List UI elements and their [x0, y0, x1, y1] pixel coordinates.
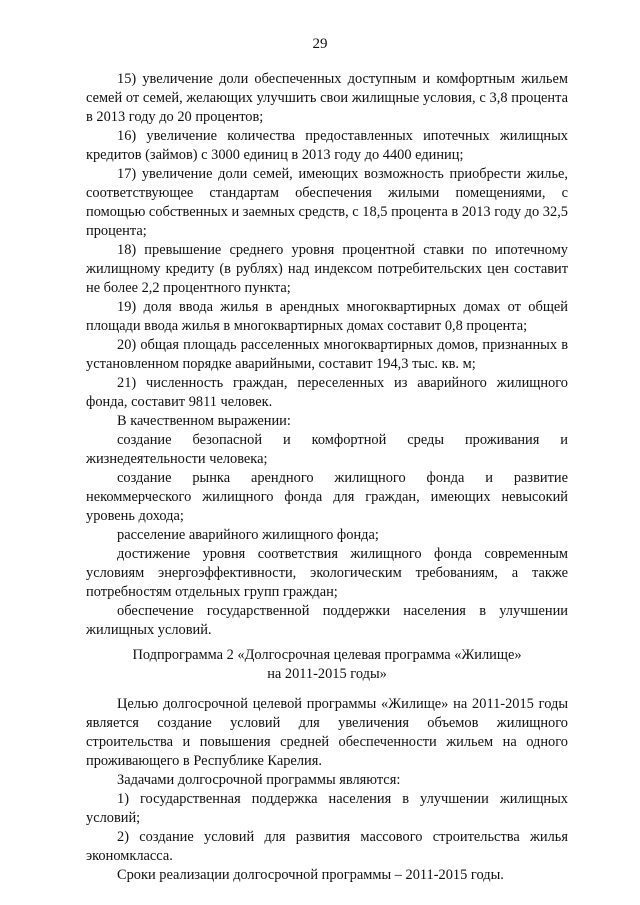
paragraph: 17) увеличение доли семей, имеющих возможность приобрести жилье, соответствующее стандартам обеспечения жилыми помещениями, с помощью собственных и заемных средств, с 18,5 процента в 2013 году до 32,5 процента; [86, 166, 568, 239]
paragraph: Целью долгосрочной целевой программы «Жилище» на 2011-2015 годы является создание условий для увеличения объемов жилищного строительства и повышения средней обеспеченности жильем на одного проживающего в Республике Карелия. [86, 696, 568, 769]
paragraph: создание безопасной и комфортной среды проживания и жизнедеятельности человека; [86, 432, 568, 467]
paragraph: В качественном выражении: [117, 413, 291, 429]
paragraph: достижение уровня соответствия жилищного фонда современным условиям энергоэффективности, экологическим требованиям, а также потребностям отдельных групп граждан; [86, 546, 568, 600]
section-heading [86, 646, 568, 684]
document-body [86, 70, 568, 885]
paragraph: 2) создание условий для развития массового строительства жилья экономкласса. [86, 829, 568, 864]
section-heading-line-1: Подпрограмма 2 «Долгосрочная целевая программа «Жилище» [132, 647, 522, 663]
section-heading-line-2: на 2011-2015 годы» [267, 666, 387, 682]
page-number: 29 [312, 36, 328, 52]
paragraph: 1) государственная поддержка населения в улучшении жилищных условий; [86, 791, 568, 826]
paragraph: создание рынка арендного жилищного фонда и развитие некоммерческого жилищного фонда для граждан, имеющих невысокий уровень дохода; [86, 470, 568, 524]
paragraph: 15) увеличение доли обеспеченных доступным и комфортным жильем семей от семей, желающих улучшить свои жилищные условия, с 3,8 процента в 2013 году до 20 процентов; [86, 71, 568, 125]
paragraph: обеспечение государственной поддержки населения в улучшении жилищных условий. [86, 603, 568, 638]
paragraph: расселение аварийного жилищного фонда; [117, 527, 379, 543]
paragraph: 19) доля ввода жилья в арендных многоквартирных домах от общей площади ввода жилья в многоквартирных домах составит 0,8 процента; [86, 299, 568, 334]
paragraph: 21) численность граждан, переселенных из аварийного жилищного фонда, составит 9811 человек. [86, 375, 568, 410]
paragraph: 16) увеличение количества предоставленных ипотечных жилищных кредитов (займов) с 3000 единиц в 2013 году до 4400 единиц; [86, 128, 568, 163]
paragraph: 18) превышение среднего уровня процентной ставки по ипотечному жилищному кредиту (в рублях) над индексом потребительских цен составит не более 2,2 процентного пункта; [86, 242, 568, 296]
paragraph: 20) общая площадь расселенных многоквартирных домов, признанных в установленном порядке аварийными, составит 194,3 тыс. кв. м; [86, 337, 568, 372]
paragraph: Задачами долгосрочной программы являются: [117, 772, 401, 788]
paragraph: Сроки реализации долгосрочной программы – 2011-2015 годы. [117, 867, 504, 883]
